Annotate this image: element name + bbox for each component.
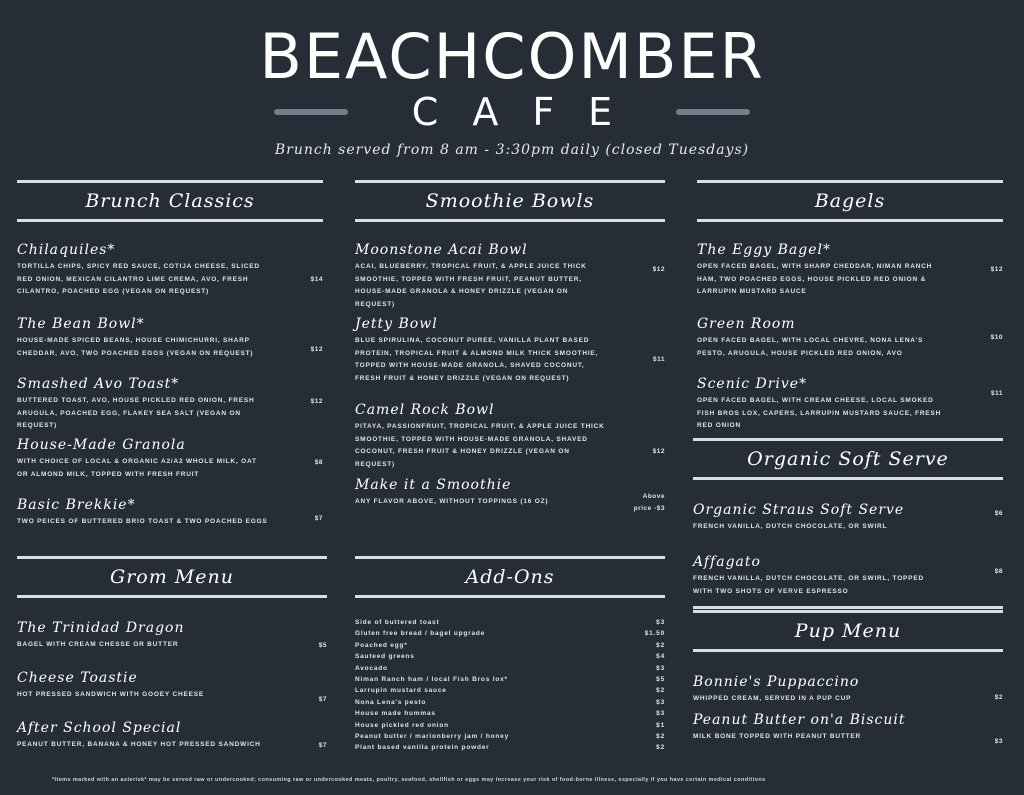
decorative-bar-right: [676, 109, 750, 115]
addon-row: Side of buttered toast $3: [355, 619, 665, 626]
allergen-disclaimer: *Items marked with an asterisk* may be served raw or undercooked; consuming raw or undercooked meats, poultry, seafood, shellfish or eggs may increase your risk of food-borne illness, especially if you have certain medical conditions: [52, 777, 766, 783]
section-smoothie-bowls: [355, 180, 665, 540]
section-bagels: [697, 180, 1003, 430]
section-soft-serve: [693, 438, 1003, 608]
menu-item: Scenic Drive* OPEN FACED BAGEL, WITH CREAM CHEESE, LOCAL SMOKED FISH BROS LOX, CAPERS, LARRUPIN MUSTARD SAUCE, FRESH RED ONION $11: [697, 376, 1003, 429]
menu-item: Moonstone Acai Bowl ACAI, BLUEBERRY, TROPICAL FRUIT, & APPLE JUICE THICK SMOOTHIE, TOPPED WITH FRESH FRUIT, PEANUT BUTTER, HOUSE-MADE GRANOLA & HONEY DRIZZLE (VEGAN ON REQUEST) $12: [355, 242, 665, 308]
addon-row: Plant based vanilla protein powder $2: [355, 744, 665, 752]
addon-row: House made hummas $3: [355, 710, 665, 718]
section-pup-menu: [693, 610, 1003, 760]
menu-item: Organic Straus Soft Serve FRENCH VANILLA, DUTCH CHOCOLATE, OR SWIRL $6: [693, 502, 1003, 530]
section-title: Organic Soft Serve: [693, 438, 1003, 480]
addon-row: Poached egg* $2: [355, 641, 665, 649]
menu-item: Make it a Smoothie ANY FLAVOR ABOVE, WITHOUT TOPPINGS (16 OZ) Above price -$3: [355, 477, 665, 512]
menu-item: Smashed Avo Toast* BUTTERED TOAST, AVO, HOUSE PICKLED RED ONION, FRESH ARUGULA, POACHED EGG, FLAKEY SEA SALT (VEGAN ON REQUEST) $12: [17, 376, 323, 429]
section-title: Brunch Classics: [17, 180, 323, 222]
menu-item: The Trinidad Dragon BAGEL WITH CREAM CHESSE OR BUTTER $5: [17, 620, 327, 649]
menu-item: House-Made Granola WITH CHOICE OF LOCAL & ORGANIC A2/A2 WHOLE MILK, OAT OR ALMOND MILK, TOPPED WITH FRESH FRUIT $8: [17, 437, 323, 478]
menu-item: Basic Brekkie* TWO PEICES OF BUTTERED BRIO TOAST & TWO POACHED EGGS $7: [17, 497, 323, 525]
addon-row: Larrupin mustard sauce $2: [355, 687, 665, 695]
addon-row: Niman Ranch ham / local Fish Bros lox* $5: [355, 675, 665, 683]
addon-row: Sauteed greens $4: [355, 653, 665, 661]
addon-row: Nona Lena's pesto $3: [355, 698, 665, 706]
section-title: Pup Menu: [693, 610, 1003, 652]
section-title: Grom Menu: [17, 556, 327, 598]
section-divider: [693, 606, 1003, 609]
menu-item: The Eggy Bagel* OPEN FACED BAGEL, WITH SHARP CHEDDAR, NIMAN RANCH HAM, TWO POACHED EGGS, HOUSE PICKLED RED ONION & LARRUPIN MUSTARD SAUCE $12: [697, 242, 1003, 295]
menu-item: Camel Rock Bowl PITAYA, PASSIONFRUIT, TROPICAL FRUIT, & APPLE JUICE THICK SMOOTHIE, TOPPED WITH HOUSE-MADE GRANOLA, SHAVED COCONUT, FRESH FRUIT & HONEY DRIZZLE (VEGAN ON REQUEST) $12: [355, 402, 665, 468]
cafe-subtitle-row: [0, 90, 1024, 134]
cafe-subtitle: CAFE: [411, 90, 647, 134]
menu-item: Peanut Butter on'a Biscuit MILK BONE TOPPED WITH PEANUT BUTTER $3: [693, 712, 1003, 745]
menu-item: Cheese Toastie HOT PRESSED SANDWICH WITH GOOEY CHEESE $7: [17, 670, 327, 703]
section-grom-menu: [17, 556, 327, 756]
decorative-bar-left: [274, 109, 348, 115]
menu-item: Jetty Bowl BLUE SPIRULINA, COCONUT PUREE, VANILLA PLANT BASED PROTEIN, TROPICAL FRUIT & ALMOND MILK THICK SMOOTHIE, TOPPED WITH HOUSE-MADE GRANOLA, SHAVED COCONUT, FRESH FRUIT & HONEY DRIZZLE (VEGAN ON REQUEST) $11: [355, 316, 665, 382]
section-title: Smoothie Bowls: [355, 180, 665, 222]
add-ons-list: [355, 617, 665, 754]
section-title: Bagels: [697, 180, 1003, 222]
menu-item: Green Room OPEN FACED BAGEL, WITH LOCAL CHEVRE, NONA LENA'S PESTO, ARUGULA, HOUSE PICKLED RED ONION, AVO $10: [697, 316, 1003, 357]
addon-row: House pickled red onion $1: [355, 721, 665, 729]
menu-item: After School Special PEANUT BUTTER, BANANA & HONEY HOT PRESSED SANDWICH $7: [17, 720, 327, 749]
menu-item: Affagato FRENCH VANILLA, DUTCH CHOCOLATE, OR SWIRL, TOPPED WITH TWO SHOTS OF VERVE ESPRESSO $8: [693, 554, 1003, 595]
brand-title: BEACHCOMBER: [259, 20, 765, 93]
menu-item: Bonnie's Puppaccino WHIPPED CREAM, SERVED IN A PUP CUP $2: [693, 674, 1003, 702]
menu-item: Chilaquiles* TORTILLA CHIPS, SPICY RED SAUCE, COTIJA CHEESE, SLICED RED ONION, MEXICAN CILANTRO LIME CREMA, AVO, FRESH CILANTRO, POACHED EGG (VEGAN ON REQUEST) $14: [17, 242, 323, 295]
section-add-ons: [355, 556, 665, 756]
addon-row: Gluten free bread / bagel upgrade $1.50: [355, 630, 665, 638]
addon-row: Peanut butter / marionberry jam / honey $2: [355, 732, 665, 740]
addon-row: Avocado $3: [355, 664, 665, 672]
section-brunch-classics: [17, 180, 323, 540]
menu-item: The Bean Bowl* HOUSE-MADE SPICED BEANS, HOUSE CHIMICHURRI, SHARP CHEDDAR, AVO, TWO POACHED EGGS (VEGAN ON REQUEST) $12: [17, 316, 323, 357]
hours-text: Brunch served from 8 am - 3:30pm daily (closed Tuesdays): [274, 142, 750, 158]
section-title: Add-Ons: [355, 556, 665, 598]
